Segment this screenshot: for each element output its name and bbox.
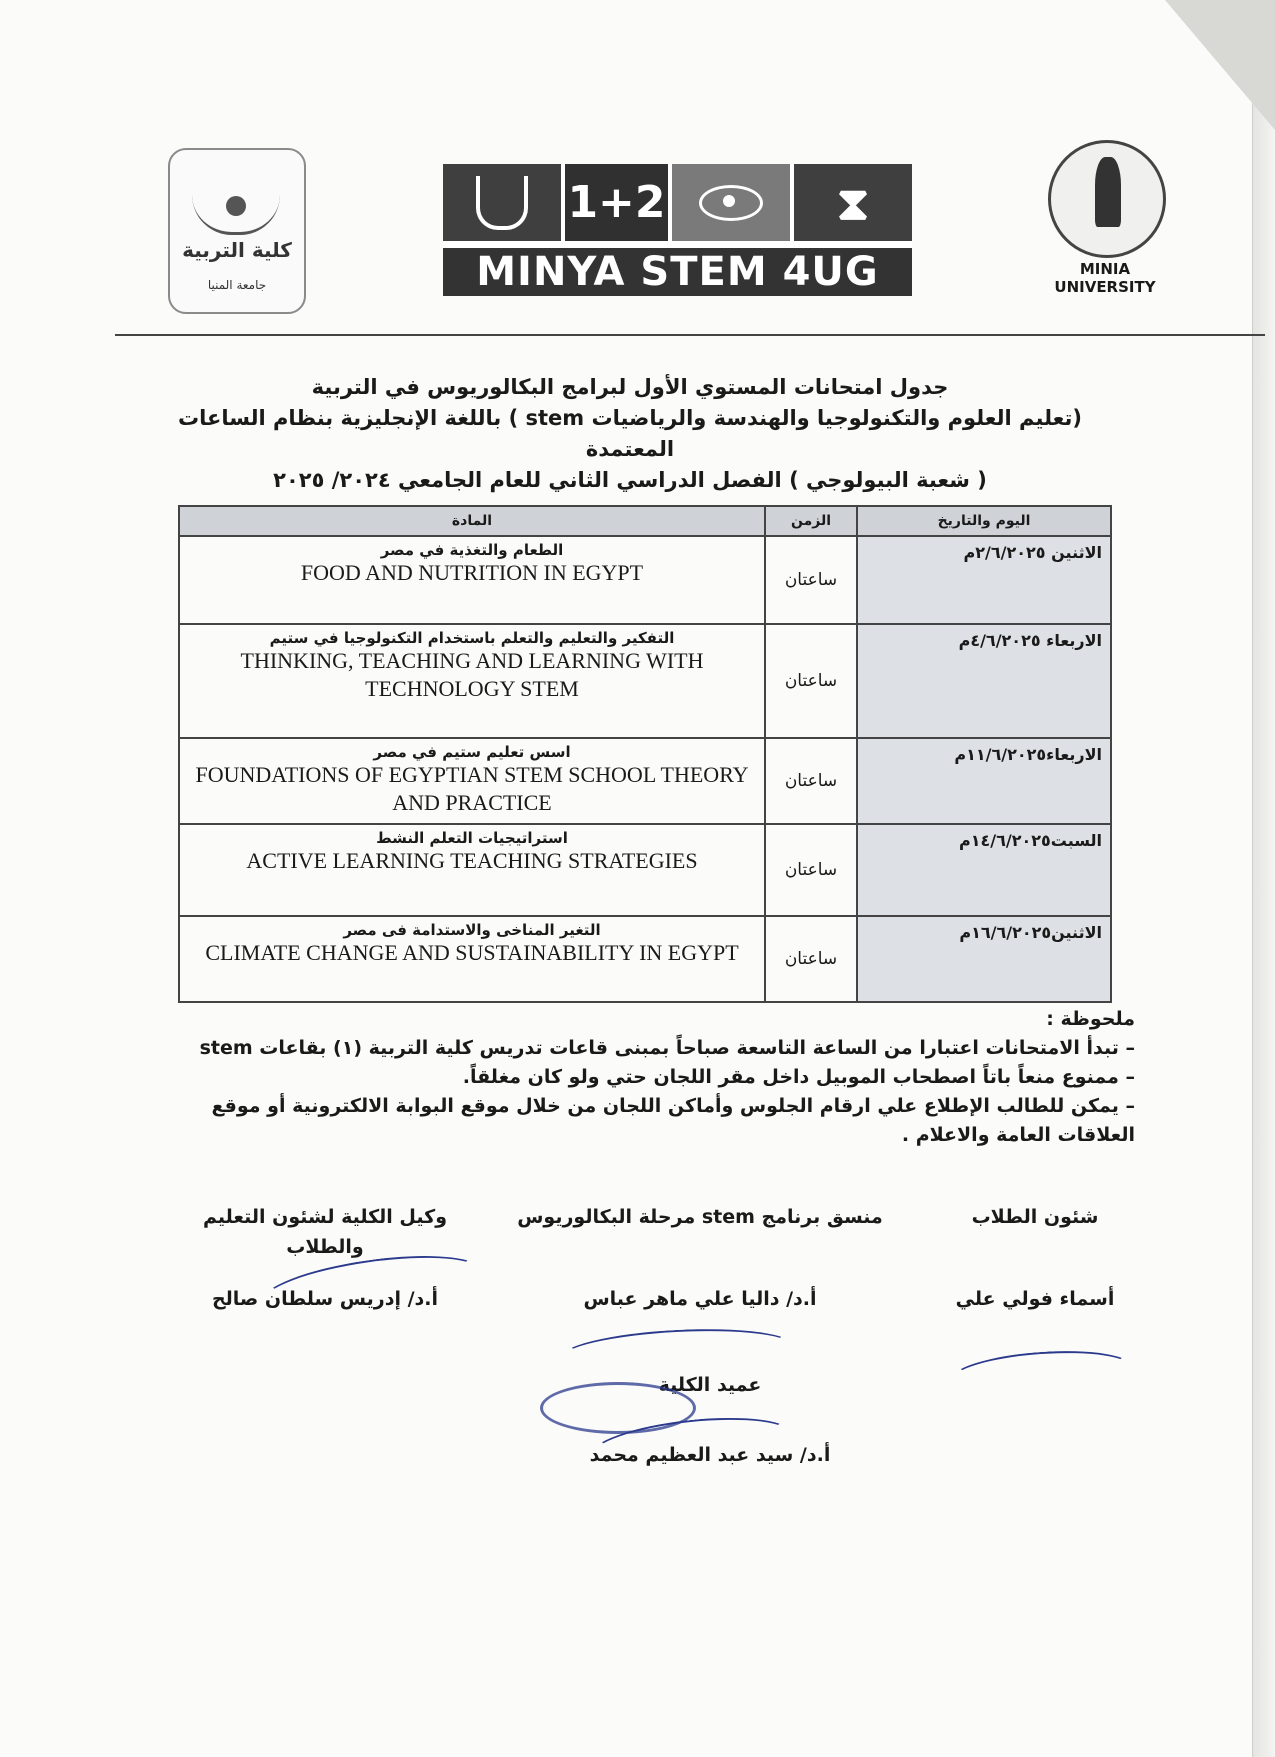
handwritten-signature <box>949 1346 1136 1403</box>
subject-english: CLIMATE CHANGE AND SUSTAINABILITY IN EGYPT <box>205 940 739 965</box>
signature-coordinator <box>500 1202 900 1314</box>
stem-banner <box>443 164 912 296</box>
title-line-2: (تعليم العلوم والتكنولوجيا والهندسة والرياضيات stem ) باللغة الإنجليزية بنظام الساعات المعتمدة <box>178 406 1082 461</box>
person-icon <box>226 196 246 216</box>
subject-english: ACTIVE LEARNING TEACHING STRATEGIES <box>246 848 698 873</box>
document-title <box>150 372 1110 496</box>
row-duration: ساعتان <box>765 738 857 824</box>
notes-heading: ملحوظة : <box>1046 1008 1135 1030</box>
university-logo <box>1030 120 1180 296</box>
table-row <box>179 824 1111 916</box>
subject-arabic: الطعام والتغذية في مصر <box>380 541 564 559</box>
signer-title: منسق برنامج stem مرحلة البكالوريوس <box>517 1206 883 1228</box>
table-row <box>179 916 1111 1002</box>
atom-icon <box>699 185 763 221</box>
flask-icon <box>476 176 528 230</box>
banner-tile-dna <box>794 164 912 241</box>
faculty-logo <box>168 148 306 314</box>
title-line-1: جدول امتحانات المستوي الأول لبرامج البكالوريوس في التربية <box>311 375 949 399</box>
banner-tile-flask <box>443 164 561 241</box>
subject-arabic: التغير المناخى والاستدامة فى مصر <box>343 921 601 939</box>
header-date: اليوم والتاريخ <box>857 506 1111 536</box>
row-subject <box>179 916 765 1002</box>
subject-english: FOOD AND NUTRITION IN EGYPT <box>300 560 644 585</box>
table-row <box>179 536 1111 624</box>
row-subject <box>179 624 765 738</box>
signer-name: أ.د/ إدريس سلطان صالح <box>211 1288 439 1310</box>
table-row <box>179 738 1111 824</box>
row-duration: ساعتان <box>765 536 857 624</box>
subject-arabic: اسس تعليم ستيم في مصر <box>373 743 571 761</box>
subject-english: THINKING, TEACHING AND LEARNING WITH TECHNOLOGY STEM <box>240 648 704 701</box>
exam-schedule-table <box>178 505 1112 1003</box>
row-duration: ساعتان <box>765 624 857 738</box>
university-seal <box>1048 140 1166 258</box>
note-item: – ممنوع منعاً باتاً اصطحاب الموبيل داخل مقر اللجان حتي ولو كان مغلقاً. <box>462 1066 1135 1088</box>
dna-icon: ⧗ <box>836 175 870 230</box>
header-duration: الزمن <box>765 506 857 536</box>
row-duration: ساعتان <box>765 916 857 1002</box>
row-date: السبت١٤/٦/٢٠٢٥م <box>857 824 1111 916</box>
header-subject: المادة <box>179 506 765 536</box>
row-subject <box>179 536 765 624</box>
faculty-logo-text: كلية التربية <box>182 238 292 262</box>
university-name: MINIA UNIVERSITY <box>1054 260 1156 296</box>
row-duration: ساعتان <box>765 824 857 916</box>
signer-name: أسماء فولي علي <box>955 1288 1115 1310</box>
signer-title: عميد الكلية <box>658 1374 762 1396</box>
folded-corner <box>1165 0 1275 130</box>
banner-tile-atom <box>672 164 790 241</box>
page-edge <box>1252 0 1275 1757</box>
nefertiti-bust-icon <box>1095 157 1121 227</box>
row-date: الاربعاء١١/٦/٢٠٢٥م <box>857 738 1111 824</box>
header-divider <box>115 334 1265 336</box>
banner-number: 1+2 <box>565 164 668 241</box>
row-subject <box>179 738 765 824</box>
subject-arabic: استراتيجيات التعلم النشط <box>376 829 568 847</box>
note-item: – تبدأ الامتحانات اعتبارا من الساعة التاسعة صباحاً بمبنى قاعات تدريس كلية التربية (١) بقاعات stem <box>199 1037 1135 1059</box>
table-header-row <box>179 506 1111 536</box>
subject-arabic: التفكير والتعليم والتعلم باستخدام التكنولوجيا في ستيم <box>269 629 675 647</box>
row-date: الاربعاء ٤/٦/٢٠٢٥م <box>857 624 1111 738</box>
subject-english: FOUNDATIONS OF EGYPTIAN STEM SCHOOL THEORY AND PRACTICE <box>195 762 749 815</box>
signer-name: أ.د/ داليا علي ماهر عباس <box>583 1288 817 1310</box>
signer-title: شئون الطلاب <box>971 1206 1099 1228</box>
faculty-logo-sub: جامعة المنيا <box>207 278 267 292</box>
notes-section <box>170 1005 1135 1150</box>
banner-text: MINYA STEM 4UG <box>443 248 912 296</box>
table-row <box>179 624 1111 738</box>
signer-title: وكيل الكلية لشئون التعليم والطلاب <box>202 1206 448 1258</box>
title-line-3: ( شعبة البيولوجي ) الفصل الدراسي الثاني للعام الجامعي ٢٠٢٤/ ٢٠٢٥ <box>273 468 987 492</box>
signer-name: أ.د/ سيد عبد العظيم محمد <box>589 1444 831 1466</box>
row-date: الاثنين١٦/٦/٢٠٢٥م <box>857 916 1111 1002</box>
row-subject <box>179 824 765 916</box>
row-date: الاثنين ٢/٦/٢٠٢٥م <box>857 536 1111 624</box>
note-item: – يمكن للطالب الإطلاع علي ارقام الجلوس وأماكن اللجان من خلال موقع البوابة الالكترونية أو موقع العلاقات العامة والاعلام . <box>211 1095 1135 1146</box>
signature-student-affairs <box>930 1202 1140 1314</box>
